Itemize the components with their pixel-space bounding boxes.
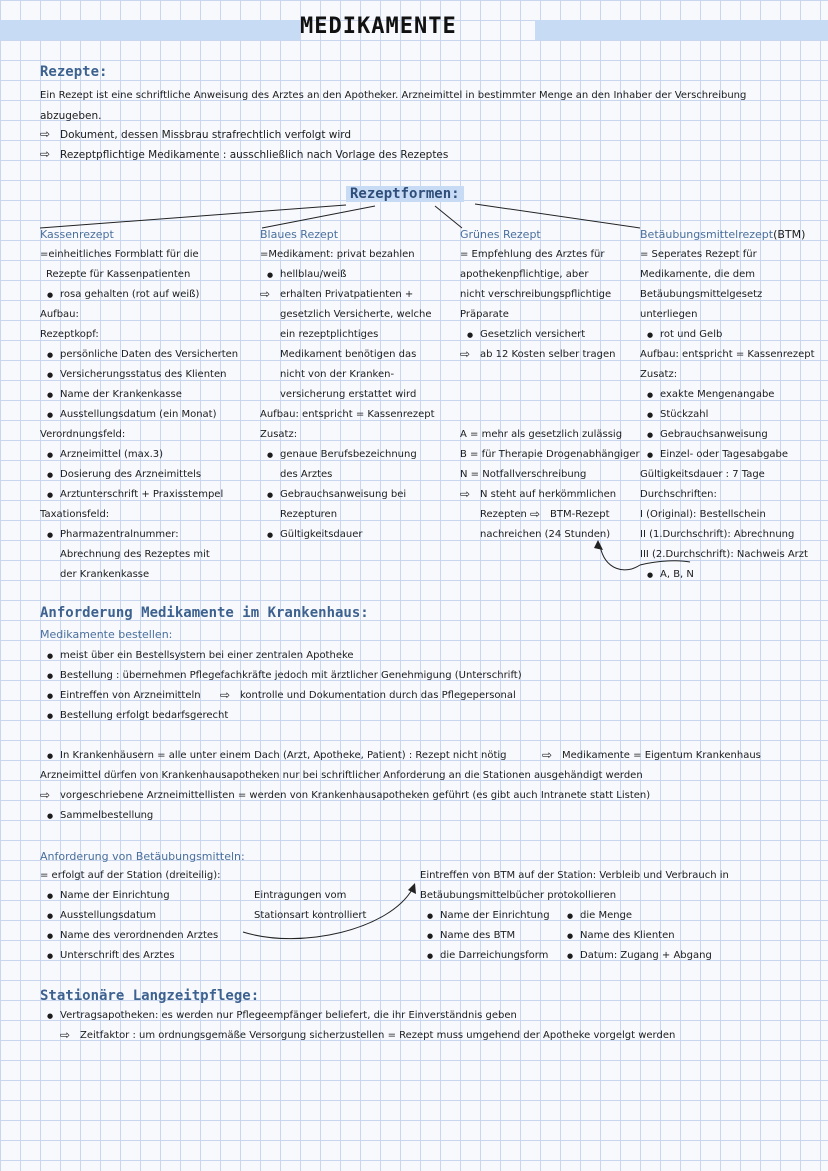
langzeit-bullet: ● Vertragsapotheken: es werden nur Pflegeempfänger beliefert, die ihr Einverständnis geben — [60, 1006, 517, 1026]
blau-arrow: ⇨ erhalten Privatpatienten + — [280, 285, 413, 305]
kassen-kopf-item: ● Name der Krankenkasse — [60, 385, 182, 405]
kassen-kopf-item: ● Versicherungsstatus des Klienten — [60, 365, 226, 385]
rezepte-arrow-1: ⇨ Dokument, dessen Missbrau strafrechtlich verfolgt wird — [60, 125, 351, 145]
btm-anf-right: Betäubungsmittelbücher protokollieren — [420, 890, 617, 901]
btm-title — [640, 225, 805, 245]
btm-zusatz-item: ● exakte Mengenangabe — [660, 385, 774, 405]
btm-anf-item: ● Ausstellungsdatum — [60, 906, 156, 926]
krankenhaus-haus: ● In Krankenhäusern = alle unter einem Dach (Arzt, Apotheke, Patient) : Rezept nicht nötig — [60, 746, 506, 766]
btm-line: unterliegen — [640, 309, 698, 320]
krankenhaus-heading: Anforderung Medikamente im Krankenhaus: — [40, 605, 369, 621]
kassen-tax-line: Abrechnung des Rezeptes mit — [60, 549, 210, 560]
btm-anf-col2: ● Datum: Zugang + Abgang — [580, 946, 712, 966]
gruen-line: = Empfehlung des Arztes für — [460, 249, 605, 260]
kassen-tax: Taxationsfeld: — [40, 509, 110, 520]
kassen-title: Kassenrezept — [40, 228, 114, 241]
gruen-line: nicht verschreibungspflichtige — [460, 289, 612, 300]
btm-anf-item: ● Name der Einrichtung — [60, 886, 170, 906]
blau-line: ein rezeptplichtiges — [280, 329, 379, 340]
btm-anf-col1: ● Name des BTM — [440, 926, 515, 946]
btm-line: Betäubungsmittelgesetz — [640, 289, 763, 300]
rezeptformen-heading: Rezeptformen: — [346, 186, 464, 202]
btm-durch: Durchschriften: — [640, 489, 717, 500]
gruen-line: apothekenpflichtige, aber — [460, 269, 589, 280]
kassen-kopf-item: ● Ausstellungsdatum (ein Monat) — [60, 405, 217, 425]
btm-anf-col1: ● Name der Einrichtung — [440, 906, 550, 926]
btm-title-suffix: (BTM) — [773, 228, 806, 241]
blau-aufbau: Aufbau: entspricht = Kassenrezept — [260, 409, 435, 420]
btm-anf-mid: Eintragungen vom — [254, 890, 347, 901]
btm-anf-col2: ● die Menge — [580, 906, 632, 926]
gruen-line: Präparate — [460, 309, 509, 320]
kassen-verordnung-item: ● Dosierung des Arzneimittels — [60, 465, 201, 485]
btm-anf-item: ● Unterschrift des Arztes — [60, 946, 175, 966]
kassen-kopf-item: ● persönliche Daten des Versicherten — [60, 345, 238, 365]
gruen-arrow: ⇨ ab 12 Kosten selber tragen — [480, 345, 615, 365]
btm-anf-sub: Anforderung von Betäubungsmitteln: — [40, 850, 245, 863]
btm-line: Medikamente, die dem — [640, 269, 756, 280]
kassen-verordnung: Verordnungsfeld: — [40, 429, 126, 440]
gruen-abn: N = Notfallverschreibung — [460, 469, 587, 480]
krankenhaus-item: ● Eintreffen von Arzneimitteln — [60, 686, 201, 706]
rezepte-text-1: Ein Rezept ist eine schriftliche Anweisung des Arztes an den Apotheker. Arzneimittel in bestimmter Menge an den Inhaber der Verschreibung — [40, 90, 747, 101]
krankenhaus-item: ● Bestellung erfolgt bedarfsgerecht — [60, 706, 228, 726]
page-title: MEDIKAMENTE — [300, 14, 457, 39]
btm-zusatz: Zusatz: — [640, 369, 678, 380]
krankenhaus-line-2: Arzneimittel dürfen von Krankenhausapotheken nur bei schriftlicher Anforderung an die Stationen ausgehändigt werden — [40, 770, 643, 781]
btm-durch-2: II (1.Durchschrift): Abrechnung — [640, 529, 795, 540]
btm-zusatz-item: ● Gebrauchsanweisung — [660, 425, 768, 445]
blau-line-1: =Medikament: privat bezahlen — [260, 249, 415, 260]
kassen-verordnung-item: ● Arztunterschrift + Praxisstempel — [60, 485, 223, 505]
rezepte-heading: Rezepte: — [40, 64, 108, 80]
btm-anf-col1: ● die Darreichungsform — [440, 946, 548, 966]
btm-aufbau: Aufbau: entspricht = Kassenrezept — [640, 349, 815, 360]
gruen-nachreichen: nachreichen (24 Stunden) — [480, 529, 611, 540]
krankenhaus-haus-b: ⇨ Medikamente = Eigentum Krankenhaus — [562, 746, 761, 766]
rezepte-text-2: abzugeben. — [40, 110, 102, 122]
kassen-bullet-rosa: ● rosa gehalten (rot auf weiß) — [60, 285, 199, 305]
kassen-line-1: =einheitliches Formblatt für die — [40, 249, 199, 260]
kassen-tax-item: ● Pharmazentralnummer: — [60, 525, 179, 545]
krankenhaus-sub: Medikamente bestellen: — [40, 628, 173, 641]
kassen-line-2: Rezepte für Kassenpatienten — [46, 269, 191, 280]
kassen-kopf: Rezeptkopf: — [40, 329, 99, 340]
gruen-abn: A = mehr als gesetzlich zulässig — [460, 429, 623, 440]
blau-line: Medikament benötigen das — [280, 349, 417, 360]
krankenhaus-item-arrow: ⇨ kontrolle und Dokumentation durch das Pflegepersonal — [240, 686, 516, 706]
krankenhaus-item: ● meist über ein Bestellsystem bei einer zentralen Apotheke — [60, 646, 354, 666]
krankenhaus-arrow: ⇨ vorgeschriebene Arzneimittellisten = werden von Krankenhausapotheken geführt (es gibt auch Intranete statt Listen) — [60, 786, 650, 806]
btm-zusatz-item: ● Stückzahl — [660, 405, 708, 425]
blau-zusatz-line: des Arztes — [280, 469, 333, 480]
btm-bullet: ● rot und Gelb — [660, 325, 722, 345]
btm-anf-right: Eintreffen von BTM auf der Station: Verbleib und Verbrauch in — [420, 870, 729, 881]
blau-zusatz-item: ● genaue Berufsbezeichnung — [280, 445, 417, 465]
blau-bullet-color: ● hellblau/weiß — [280, 265, 346, 285]
gruen-title: Grünes Rezept — [460, 228, 541, 241]
kassen-verordnung-item: ● Arzneimittel (max.3) — [60, 445, 163, 465]
kassen-tax-line: der Krankenkasse — [60, 569, 150, 580]
btm-abn: ● A, B, N — [660, 565, 694, 585]
blau-line: nicht von der Kranken- — [280, 369, 395, 380]
blau-line: gesetzlich Versicherte, welche — [280, 309, 432, 320]
rezepte-arrow-2: ⇨ Rezeptpflichtige Medikamente : ausschließlich nach Vorlage des Rezeptes — [60, 145, 448, 165]
blau-zusatz-item: ● Gültigkeitsdauer — [280, 525, 363, 545]
krankenhaus-item: ● Bestellung : übernehmen Pflegefachkräfte jedoch mit ärztlicher Genehmigung (Unterschrift) — [60, 666, 522, 686]
gruen-rezepten: Rezepten — [480, 509, 527, 520]
krankenhaus-sammel: ● Sammelbestellung — [60, 806, 153, 826]
btm-durch-1: I (Original): Bestellschein — [640, 509, 766, 520]
btm-anf-col2: ● Name des Klienten — [580, 926, 675, 946]
btm-anf-mid: Stationsart kontrolliert — [254, 910, 367, 921]
kassen-aufbau: Aufbau: — [40, 309, 79, 320]
btm-durch-3: III (2.Durchschrift): Nachweis Arzt — [640, 549, 808, 560]
gruen-btm-rezept: ⇨ BTM-Rezept — [550, 505, 610, 525]
btm-gueltig: Gültigkeitsdauer : 7 Tage — [640, 469, 765, 480]
langzeit-heading: Stationäre Langzeitpflege: — [40, 988, 260, 1004]
btm-zusatz-item: ● Einzel- oder Tagesabgabe — [660, 445, 788, 465]
btm-line: = Seperates Rezept für — [640, 249, 757, 260]
blau-zusatz-line: Rezepturen — [280, 509, 338, 520]
gruen-abn: B = für Therapie Drogenabhängiger — [460, 449, 640, 460]
gruen-bullet: ● Gesetzlich versichert — [480, 325, 585, 345]
btm-anf-item: ● Name des verordnenden Arztes — [60, 926, 218, 946]
btm-title-text: Betäubungsmittelrezept — [640, 228, 774, 241]
blau-zusatz-item: ● Gebrauchsanweisung bei — [280, 485, 406, 505]
langzeit-arrow: ⇨ Zeitfaktor : um ordnungsgemäße Versorgung sicherzustellen = Rezept muss umgehend der Apotheke vorgelgt werden — [80, 1026, 675, 1046]
gruen-arrow-2: ⇨ N steht auf herkömmlichen — [480, 485, 616, 505]
blau-title: Blaues Rezept — [260, 228, 339, 241]
btm-anf-line: = erfolgt auf der Station (dreiteilig): — [40, 870, 221, 881]
blau-line: versicherung erstattet wird — [280, 389, 417, 400]
blau-zusatz: Zusatz: — [260, 429, 298, 440]
